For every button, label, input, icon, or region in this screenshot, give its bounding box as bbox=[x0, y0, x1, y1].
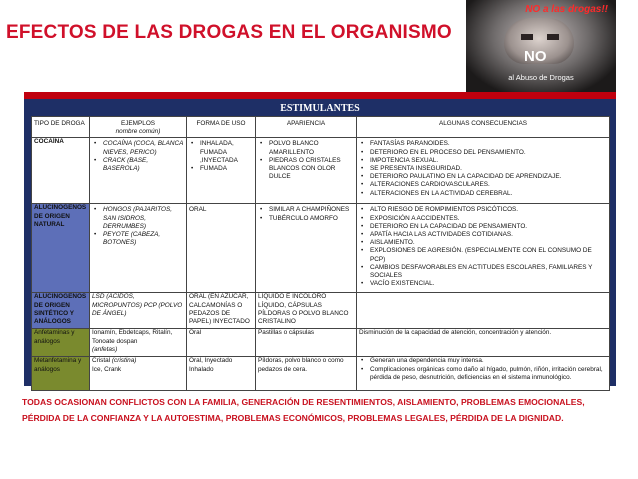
cell-forma: Oral bbox=[187, 329, 256, 357]
table-row-cocaina bbox=[32, 138, 610, 204]
table-header-row bbox=[32, 117, 610, 138]
banner-center-text: NO bbox=[524, 48, 547, 65]
banner-top-text: NO a las drogas!! bbox=[525, 4, 608, 15]
ejemplos-extra: (cristina) bbox=[111, 357, 137, 365]
list-item: • DETERIORO PAULATINO EN LA CAPACIDAD DE APRENDIZAJE. bbox=[359, 173, 607, 181]
cell-forma: ORAL (EN AZÚCAR, CALCAMONÍAS O PEDAZOS DE PAPEL) INYECTADO bbox=[187, 293, 256, 329]
cell-consecuencias bbox=[357, 138, 610, 204]
list-item: • Generan una dependencia muy intensa. bbox=[359, 357, 607, 365]
header-ejemplos-label: EJEMPLOS bbox=[120, 120, 156, 127]
footer-line-2: PÉRDIDA DE LA CONFIANZA Y LA AUTOESTIMA, PROBLEMAS ECONÓMICOS, PROBLEMAS LEGALES, PÉRDIDA DE LA DIGNIDAD. bbox=[22, 413, 564, 423]
list-item: • CAMBIOS DESFAVORABLES EN ACTITUDES ESCOLARES, FAMILIARES Y SOCIALES bbox=[359, 264, 607, 280]
list-item: • IMPOTENCIA SEXUAL. bbox=[359, 157, 607, 165]
cell-apariencia: LÍQUIDO E INCOLORO LÍQUIDO, CÁPSULAS PÍLDORAS O POLVO BLANCO CRISTALINO bbox=[256, 293, 357, 329]
header-ejemplos-sub: nombre común) bbox=[115, 128, 161, 136]
cell-consecuencias: Disminución de la capacidad de atención, concentración y atención. bbox=[357, 329, 610, 357]
cell-tipo: ALUCINÓGENOS DE ORIGEN NATURAL bbox=[32, 204, 90, 293]
list-item: • HONGOS (PAJARITOS, SAN ISIDROS, DERRUMBES) bbox=[92, 206, 184, 231]
cell-ejemplos bbox=[90, 357, 187, 391]
list-item: • FANTASÍAS PARANOIDES. bbox=[359, 140, 607, 148]
ejemplos-text: Cristal bbox=[92, 357, 111, 365]
table-row-alucinogenos-sintetico bbox=[32, 293, 610, 329]
header-consecuencias: ALGUNAS CONSECUENCIAS bbox=[357, 117, 610, 138]
list-item: • PEYOTE (CABEZA, BOTONES) bbox=[92, 231, 184, 247]
table-row-metanfetamina bbox=[32, 357, 610, 391]
table-row-alucinogenos-natural bbox=[32, 204, 610, 293]
ejemplos-extra: (anfetas) bbox=[92, 345, 118, 353]
list-item: • SE PRESENTA INSEGURIDAD. bbox=[359, 165, 607, 173]
list-item: • COCAÍNA (COCA, BLANCA NIEVES, PERICO) bbox=[92, 140, 184, 156]
drug-effects-table bbox=[31, 116, 610, 391]
cell-forma: ORAL bbox=[187, 204, 256, 293]
cell-apariencia: Pastillas o cápsulas bbox=[256, 329, 357, 357]
list-item: • TUBÉRCULO AMORFO bbox=[258, 215, 354, 223]
cell-ejemplos bbox=[90, 329, 187, 357]
cell-tipo: Anfetaminas y análogos bbox=[32, 329, 90, 357]
header-tipo: TIPO DE DROGA bbox=[32, 117, 90, 138]
list-item: • POLVO BLANCO AMARILLENTO bbox=[258, 140, 354, 156]
cell-apariencia: Píldoras, polvo blanco o como pedazos de cera. bbox=[256, 357, 357, 391]
footer-note bbox=[22, 394, 622, 426]
list-item: • DETERIORO EN EL PROCESO DEL PENSAMIENTO. bbox=[359, 149, 607, 157]
list-item: • FUMADA bbox=[189, 165, 253, 173]
header-apariencia: APARIENCIA bbox=[256, 117, 357, 138]
list-item: • EXPLOSIONES DE AGRESIÓN. (ESPECIALMENTE CON EL CONSUMO DE PCP) bbox=[359, 247, 607, 263]
page-title: EFECTOS DE LAS DROGAS EN EL ORGANISMO bbox=[6, 22, 452, 43]
ejemplos-text: Ionamín, Ebdetcaps, Ritalín, Tonoate dospan bbox=[92, 329, 173, 345]
footer-line-1: TODAS OCASIONAN CONFLICTOS CON LA FAMILIA, GENERACIÓN DE RESENTIMIENTOS, AISLAMIENTO, PROBLEMAS EMOCIONALES, bbox=[22, 397, 585, 407]
list-item: • APATÍA HACIA LAS ACTIVIDADES COTIDIANAS. bbox=[359, 231, 607, 239]
table-row-anfetaminas bbox=[32, 329, 610, 357]
cell-ejemplos bbox=[90, 204, 187, 293]
list-item: • PIEDRAS O CRISTALES BLANCOS CON OLOR DULCE bbox=[258, 157, 354, 182]
cell-forma: Oral, Inyectado Inhalado bbox=[187, 357, 256, 391]
header-ejemplos bbox=[90, 117, 187, 138]
list-item: • ALTERACIONES CARDIOVASCULARES. bbox=[359, 181, 607, 189]
cell-tipo: COCAÍNA bbox=[32, 138, 90, 204]
cell-ejemplos bbox=[90, 138, 187, 204]
ejemplos-text-2: Ice, Crank bbox=[92, 365, 122, 373]
section-title: ESTIMULANTES bbox=[280, 103, 360, 114]
list-item: • ALTERACIONES EN LA ACTIVIDAD CEREBRAL. bbox=[359, 190, 607, 198]
list-item: • ALTO RIESGO DE ROMPIMIENTOS PSICÓTICOS. bbox=[359, 206, 607, 214]
cell-ejemplos: LSD (ÁCIDOS, MICROPUNTOS) PCP (POLVO DE ÁNGEL) bbox=[90, 293, 187, 329]
header-forma: FORMA DE USO bbox=[187, 117, 256, 138]
cell-consecuencias bbox=[357, 204, 610, 293]
eyes-illustration bbox=[516, 34, 564, 40]
anti-drug-banner-image bbox=[466, 0, 616, 92]
red-divider-bar bbox=[24, 92, 616, 99]
banner-bottom-text: al Abuso de Drogas bbox=[508, 73, 574, 82]
cell-apariencia bbox=[256, 204, 357, 293]
cell-tipo: ALUCINÓGENOS DE ORIGEN SINTÉTICO Y ANÁLOGOS bbox=[32, 293, 90, 329]
cell-consecuencias bbox=[357, 293, 610, 329]
list-item: • INHALADA, FUMADA ,INYECTADA bbox=[189, 140, 253, 165]
cell-forma bbox=[187, 138, 256, 204]
cell-consecuencias bbox=[357, 357, 610, 391]
cell-tipo: Metanfetamina y análogos bbox=[32, 357, 90, 391]
list-item: • AISLAMIENTO. bbox=[359, 239, 607, 247]
list-item: • DETERIORO EN LA CAPACIDAD DE PENSAMIENTO. bbox=[359, 223, 607, 231]
list-item: • Complicaciones orgánicas como daño al hígado, pulmón, riñón, irritación cerebral, pérdida de peso, desnutrición, deficiencias en el sistema inmunológico. bbox=[359, 366, 607, 382]
list-item: • CRACK (BASE, BASEROLA) bbox=[92, 157, 184, 173]
list-item: • VACÍO EXISTENCIAL. bbox=[359, 280, 607, 288]
list-item: • EXPOSICIÓN A ACCIDENTES. bbox=[359, 215, 607, 223]
cell-apariencia bbox=[256, 138, 357, 204]
list-item: • SIMILAR A CHAMPIÑONES bbox=[258, 206, 354, 214]
